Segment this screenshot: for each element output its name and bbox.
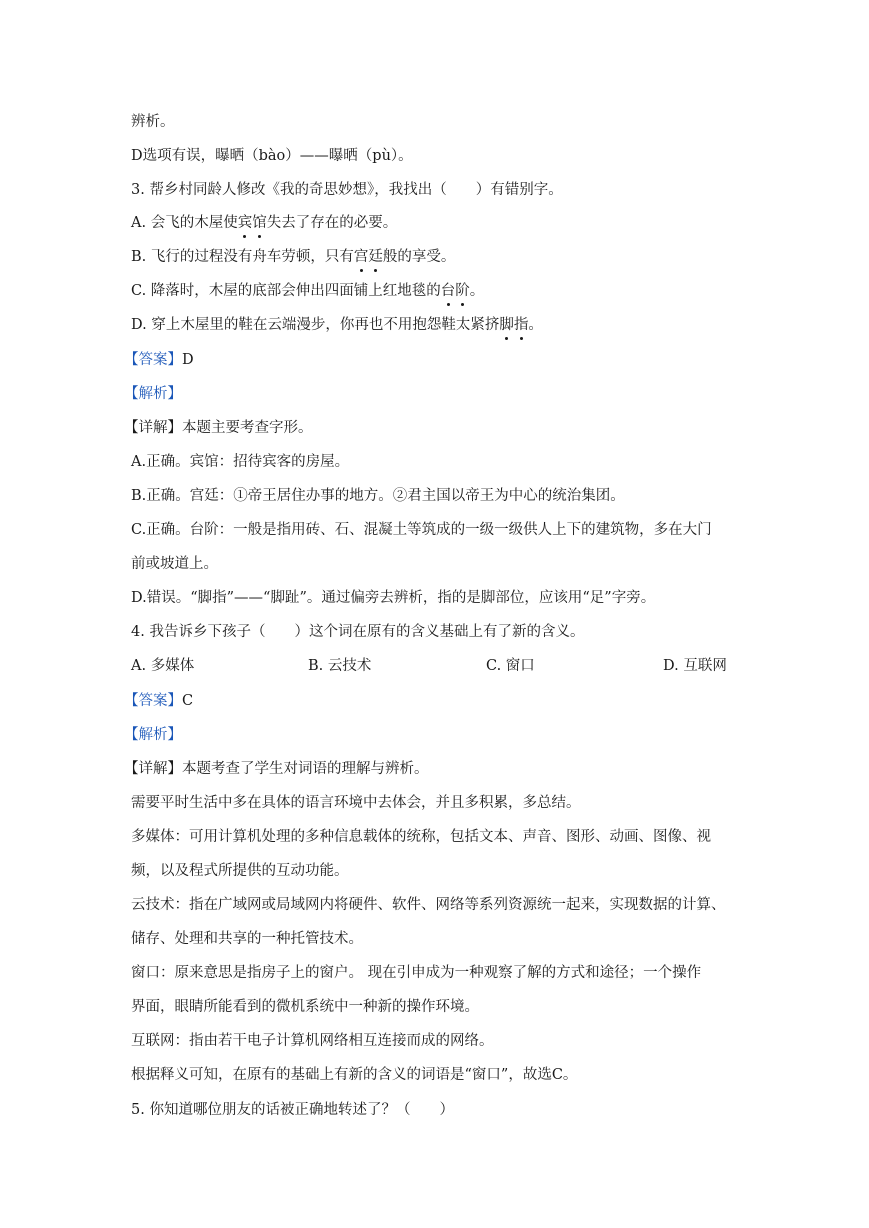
analysis-tag: 【解析】	[124, 727, 182, 743]
detail-4: 【详解】本题考查了学生对词语的理解与辨析。	[124, 761, 429, 777]
explanation-line: 根据释义可知，在原有的基础上有新的含义的词语是“窗口”，故选C。	[131, 1067, 578, 1083]
option-text: C. 降落时，木屋的底部会伸出四面铺上红地毯的	[131, 283, 441, 299]
text-line: 辨析。	[131, 114, 175, 130]
question-3: 3. 帮乡村同龄人修改《我的奇思妙想》，我找出（ ）有错别字。	[131, 182, 563, 198]
option-text: 。	[528, 317, 543, 333]
option-text: D. 穿上木屋里的鞋在云端漫步，你再也不用抱怨鞋太紧挤	[131, 317, 500, 333]
question-4: 4. 我告诉乡下孩子（ ）这个词在原有的含义基础上有了新的含义。	[131, 624, 585, 640]
explanation-line: B.正确。宫廷：①帝王居住办事的地方。②君主国以帝王为中心的统治集团。	[131, 488, 625, 504]
dotted-char: 馆	[252, 215, 267, 231]
answer-3	[124, 350, 194, 370]
option-3a	[131, 213, 397, 233]
answer-value: D	[182, 352, 194, 368]
explanation-line: 窗口：原来意思是指房子上的窗户。 现在引申成为一种观察了解的方式和途径；一个操作	[131, 965, 702, 981]
option-4d: D. 互联网	[663, 658, 727, 674]
explanation-line: 前或坡道上。	[131, 556, 218, 572]
answer-4	[124, 691, 193, 711]
options-row-4	[0, 656, 869, 676]
option-3d	[131, 315, 543, 335]
explanation-line: 界面，眼睛所能看到的微机系统中一种新的操作环境。	[131, 999, 479, 1015]
explanation-line: 云技术：指在广域网或局域网内将硬件、软件、网络等系列资源统一起来，实现数据的计算、	[131, 897, 726, 913]
dotted-char: 台	[440, 283, 456, 299]
option-text: A. 会飞的木屋使	[131, 215, 238, 231]
option-3b	[131, 247, 455, 267]
text-line: D选项有误，曝晒（bào）——曝晒（pù）。	[131, 148, 413, 164]
option-4b: B. 云技术	[308, 658, 372, 674]
option-4c: C. 窗口	[486, 658, 535, 674]
explanation-line: 需要平时生活中多在具体的语言环境中去体会，并且多积累，多总结。	[131, 795, 581, 811]
explanation-line: 多媒体：可用计算机处理的多种信息载体的统称，包括文本、声音、图形、动画、图像、视	[131, 829, 711, 845]
option-text: 般的享受。	[382, 249, 456, 265]
dotted-char: 指	[513, 317, 529, 333]
option-text: B. 飞行的过程没有舟车劳顿，只有	[131, 249, 354, 265]
dotted-char: 脚	[499, 317, 514, 333]
option-4a: A. 多媒体	[131, 658, 195, 674]
explanation-line: A.正确。宾馆：招待宾客的房屋。	[131, 454, 350, 470]
answer-tag: 【答案】	[124, 352, 182, 368]
option-3c	[131, 281, 484, 301]
option-text: 失去了存在的必要。	[266, 215, 398, 231]
explanation-line: 频，以及程式所提供的互动功能。	[131, 863, 349, 879]
explanation-line: D.错误。“脚指”——“脚趾”。通过偏旁去辨析，指的是脚部位，应该用“足”字旁。	[131, 590, 656, 606]
option-text: 。	[469, 283, 485, 299]
dotted-char: 廷	[368, 249, 383, 265]
dotted-char: 阶	[455, 283, 470, 299]
question-5: 5. 你知道哪位朋友的话被正确地转述了？（ ）	[131, 1102, 454, 1118]
dotted-char: 宫	[353, 249, 369, 265]
explanation-line: C.正确。台阶：一般是指用砖、石、混凝土等筑成的一级一级供人上下的建筑物，多在大门	[131, 522, 712, 538]
answer-value: C	[182, 693, 194, 709]
dotted-char: 宾	[237, 215, 253, 231]
answer-tag: 【答案】	[124, 693, 182, 709]
explanation-line: 储存、处理和共享的一种托管技术。	[131, 931, 363, 947]
analysis-tag: 【解析】	[124, 386, 182, 402]
detail-3: 【详解】本题主要考查字形。	[124, 420, 313, 436]
explanation-line: 互联网：指由若干电子计算机网络相互连接而成的网络。	[131, 1033, 494, 1049]
